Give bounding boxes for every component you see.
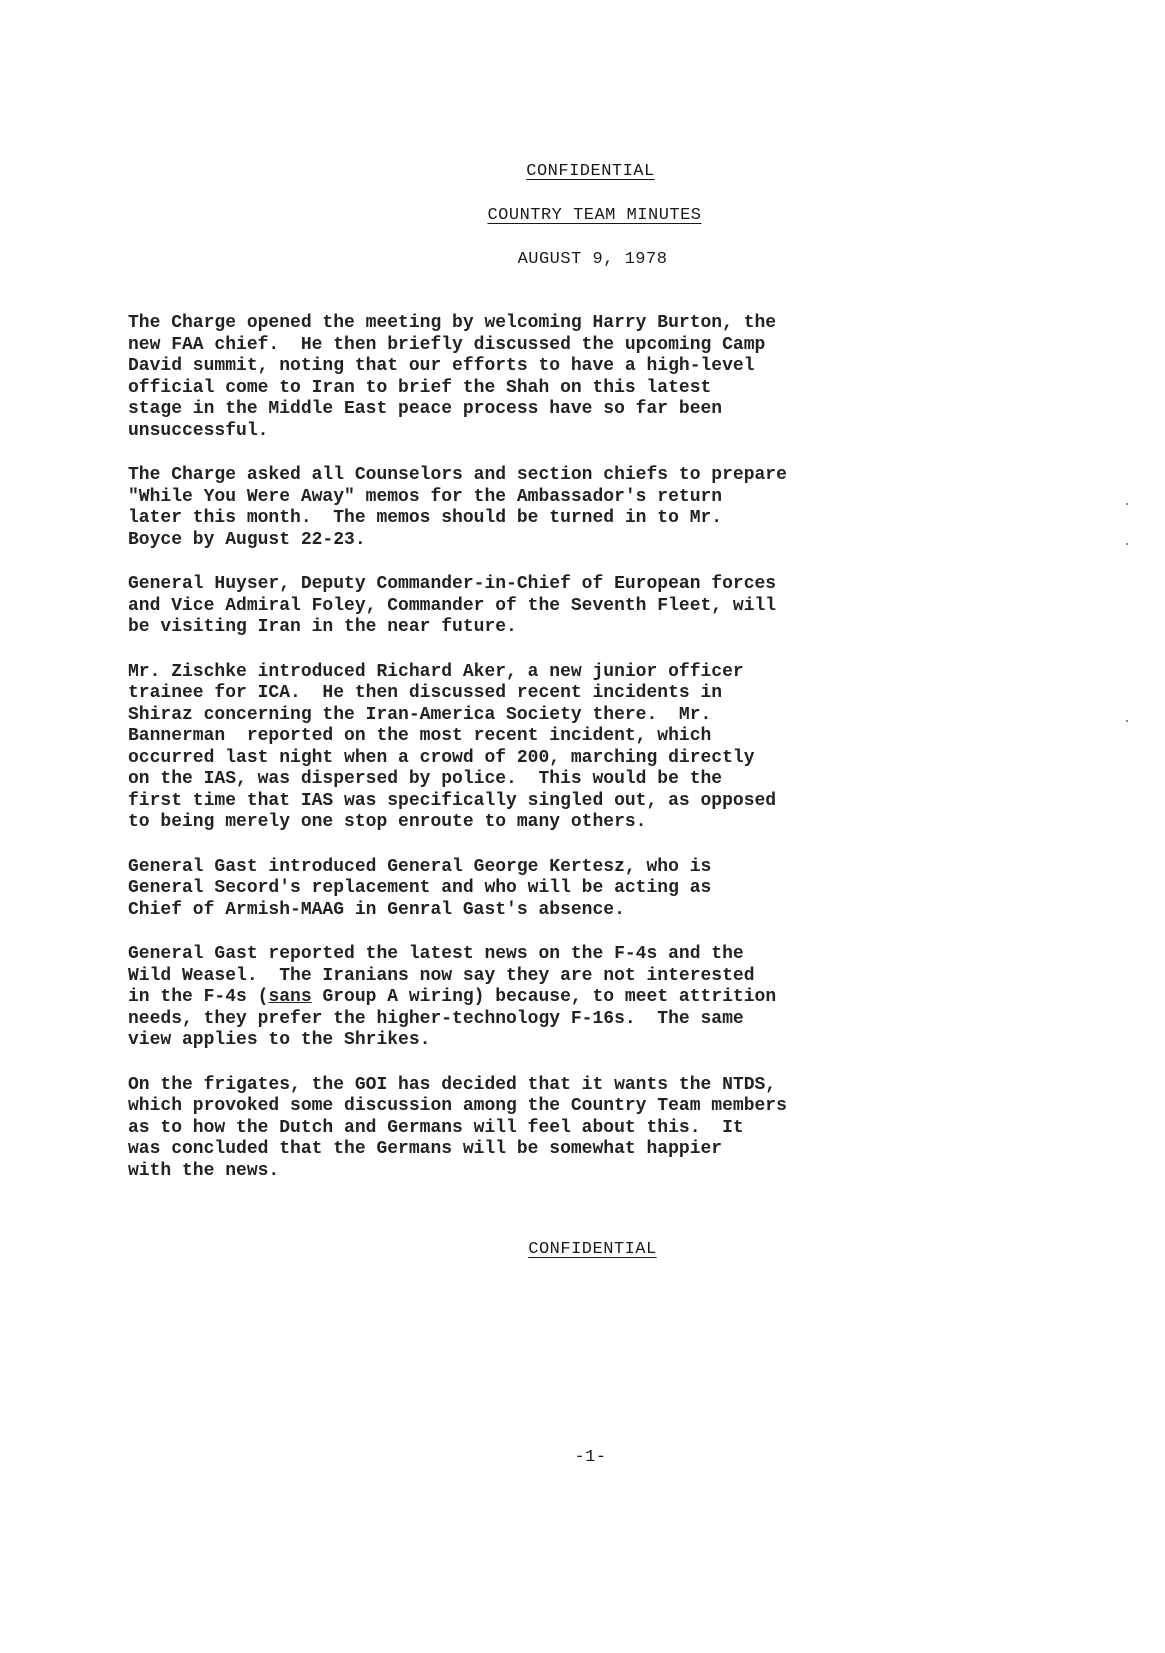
text-line: trainee for ICA. He then discussed recent incidents in bbox=[128, 683, 723, 703]
text-line: was concluded that the Germans will be somewhat happier bbox=[128, 1139, 723, 1159]
text-line: as to how the Dutch and Germans will feel about this. It bbox=[128, 1117, 744, 1138]
text-line: General Gast introduced General George Kertesz, who is bbox=[128, 856, 712, 877]
paragraph-visitors bbox=[128, 574, 918, 639]
classification-header-text: CONFIDENTIAL bbox=[526, 162, 655, 181]
text-line: on the IAS, was dispersed by police. This would be the bbox=[128, 769, 723, 789]
text-line: General Huyser, Deputy Commander-in-Chief of European forces bbox=[128, 574, 777, 594]
text-line: new FAA chief. He then briefly discussed the upcoming Camp bbox=[128, 334, 766, 355]
minutes-body bbox=[128, 313, 918, 1205]
text-line: needs, they prefer the higher-technology F-16s. The same bbox=[128, 1008, 744, 1029]
text-line: unsuccessful. bbox=[128, 420, 269, 441]
text-line: first time that IAS was specifically singled out, as opposed bbox=[128, 790, 777, 811]
classification-footer-text: CONFIDENTIAL bbox=[528, 1240, 657, 1259]
scan-speck bbox=[1126, 720, 1128, 722]
text-line: later this month. The memos should be turned in to Mr. bbox=[128, 508, 723, 528]
text-line-with-underline bbox=[128, 987, 918, 1009]
paragraph-memos bbox=[128, 465, 918, 551]
paragraph-shiraz-incident bbox=[128, 662, 918, 834]
scan-speck bbox=[1126, 543, 1128, 545]
classification-footer bbox=[10, 1240, 1165, 1259]
text-line: David summit, noting that our efforts to have a high-level bbox=[128, 356, 755, 376]
document-date: AUGUST 9, 1978 bbox=[517, 250, 668, 269]
text-line: General Gast reported the latest news on the F-4s and the bbox=[128, 944, 744, 964]
document-title-text: COUNTRY TEAM MINUTES bbox=[487, 206, 702, 225]
scan-speck bbox=[1126, 503, 1128, 505]
text-line: with the news. bbox=[128, 1160, 280, 1181]
text-line: stage in the Middle East peace process have so far been bbox=[128, 399, 723, 419]
text-line: which provoked some discussion among the Country Team members bbox=[128, 1096, 787, 1116]
paragraph-kertesz bbox=[128, 857, 918, 922]
text-line: and Vice Admiral Foley, Commander of the Seventh Fleet, will bbox=[128, 595, 777, 616]
underlined-word: sans bbox=[268, 987, 312, 1007]
text-line: The Charge opened the meeting by welcoming Harry Burton, the bbox=[128, 313, 777, 333]
text-line: be visiting Iran in the near future. bbox=[128, 617, 517, 637]
document-title bbox=[12, 206, 1165, 225]
text-line: On the frigates, the GOI has decided that it wants the NTDS, bbox=[128, 1074, 777, 1095]
text-line: Boyce by August 22-23. bbox=[128, 529, 366, 550]
text-line: Chief of Armish-MAAG in Genral Gast's absence. bbox=[128, 899, 625, 920]
text-line: "While You Were Away" memos for the Ambassador's return bbox=[128, 486, 723, 507]
paragraph-frigates bbox=[128, 1075, 918, 1183]
text-line: to being merely one stop enroute to many others. bbox=[128, 812, 647, 832]
text-fragment: in the F-4s ( bbox=[128, 987, 269, 1007]
text-line: official come to Iran to brief the Shah on this latest bbox=[128, 377, 712, 398]
text-line: General Secord's replacement and who will be acting as bbox=[128, 878, 712, 898]
paragraph-opening bbox=[128, 313, 918, 442]
text-line: Bannerman reported on the most recent incident, which bbox=[128, 726, 712, 746]
text-line: view applies to the Shrikes. bbox=[128, 1030, 431, 1050]
text-line: Shiraz concerning the Iran-America Society there. Mr. bbox=[128, 704, 712, 725]
page-number: -1- bbox=[574, 1448, 607, 1467]
text-line: occurred last night when a crowd of 200, marching directly bbox=[128, 747, 755, 768]
text-fragment: Group A wiring) because, to meet attrition bbox=[311, 987, 777, 1007]
text-line: Mr. Zischke introduced Richard Aker, a new junior officer bbox=[128, 661, 744, 682]
classification-header bbox=[8, 162, 1165, 181]
text-line: Wild Weasel. The Iranians now say they are not interested bbox=[128, 965, 755, 986]
paragraph-f4-weasel bbox=[128, 944, 918, 1052]
text-line: The Charge asked all Counselors and section chiefs to prepare bbox=[128, 465, 787, 485]
